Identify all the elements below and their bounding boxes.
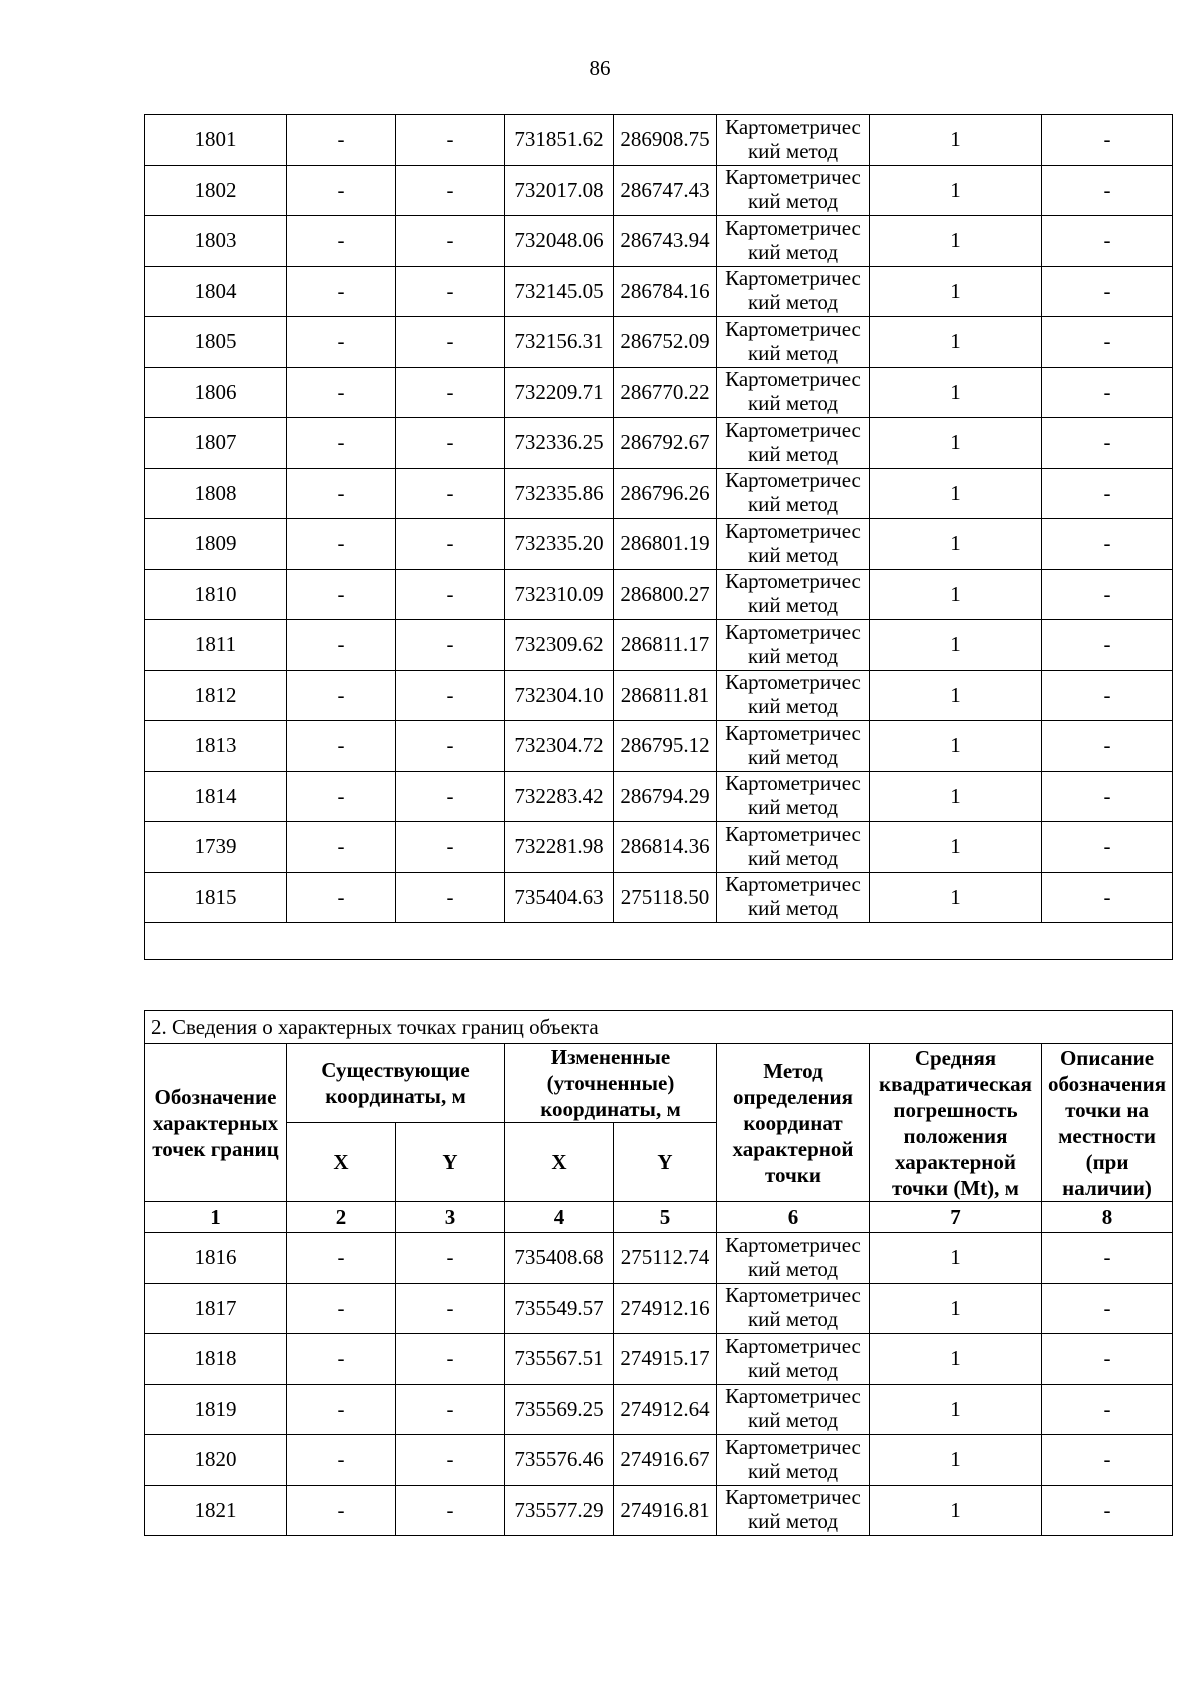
table-row <box>145 1233 1173 1284</box>
table-row <box>145 418 1173 469</box>
cell-point-id: 1809 <box>145 519 287 570</box>
cell-existing-y: - <box>396 1384 505 1435</box>
cell-point-id: 1802 <box>145 165 287 216</box>
cell-method <box>717 468 870 519</box>
cell-existing-x: - <box>287 519 396 570</box>
method-line-2: кий метод <box>747 239 839 264</box>
cell-description: - <box>1042 367 1173 418</box>
method-line-1: Картометричес <box>725 367 861 392</box>
cell-existing-y: - <box>396 1283 505 1334</box>
cell-existing-y: - <box>396 721 505 772</box>
method-line-2: кий метод <box>747 492 839 517</box>
column-number: 8 <box>1042 1202 1173 1233</box>
points-table-continued <box>144 114 1173 960</box>
cell-point-id: 1805 <box>145 317 287 368</box>
header-existing-y: Y <box>396 1123 505 1202</box>
cell-existing-x: - <box>287 367 396 418</box>
cell-description: - <box>1042 771 1173 822</box>
cell-point-id: 1739 <box>145 822 287 873</box>
cell-description: - <box>1042 721 1173 772</box>
method-line-2: кий метод <box>747 1509 839 1534</box>
cell-changed-y: 286770.22 <box>614 367 717 418</box>
cell-method <box>717 1233 870 1284</box>
table-row <box>145 367 1173 418</box>
cell-method <box>717 771 870 822</box>
method-line-2: кий метод <box>747 1256 839 1281</box>
cell-description: - <box>1042 266 1173 317</box>
cell-changed-y: 286792.67 <box>614 418 717 469</box>
table-row <box>145 165 1173 216</box>
cell-changed-y: 286795.12 <box>614 721 717 772</box>
cell-point-id: 1804 <box>145 266 287 317</box>
cell-changed-y: 286811.17 <box>614 620 717 671</box>
cell-accuracy: 1 <box>870 468 1042 519</box>
cell-changed-y: 286796.26 <box>614 468 717 519</box>
cell-point-id: 1808 <box>145 468 287 519</box>
table-row <box>145 266 1173 317</box>
cell-changed-y: 274912.16 <box>614 1283 717 1334</box>
cell-changed-y: 286800.27 <box>614 569 717 620</box>
cell-changed-x: 735408.68 <box>505 1233 614 1284</box>
column-number: 5 <box>614 1202 717 1233</box>
cell-description: - <box>1042 670 1173 721</box>
cell-changed-x: 732335.86 <box>505 468 614 519</box>
cell-point-id: 1806 <box>145 367 287 418</box>
method-line-1: Картометричес <box>725 316 861 341</box>
cell-method <box>717 569 870 620</box>
cell-existing-y: - <box>396 418 505 469</box>
method-line-2: кий метод <box>747 845 839 870</box>
cell-point-id: 1815 <box>145 872 287 923</box>
cell-accuracy: 1 <box>870 115 1042 166</box>
cell-existing-y: - <box>396 468 505 519</box>
cell-point-id: 1816 <box>145 1233 287 1284</box>
cell-existing-x: - <box>287 620 396 671</box>
table-row <box>145 115 1173 166</box>
cell-changed-y: 286784.16 <box>614 266 717 317</box>
method-line-1: Картометричес <box>725 872 861 897</box>
cell-method <box>717 418 870 469</box>
cell-changed-x: 732336.25 <box>505 418 614 469</box>
method-line-2: кий метод <box>747 593 839 618</box>
cell-existing-x: - <box>287 1283 396 1334</box>
cell-changed-y: 286747.43 <box>614 165 717 216</box>
cell-point-id: 1821 <box>145 1485 287 1536</box>
cell-method <box>717 519 870 570</box>
cell-existing-x: - <box>287 670 396 721</box>
method-line-1: Картометричес <box>725 1232 861 1257</box>
method-line-1: Картометричес <box>725 266 861 291</box>
method-line-2: кий метод <box>747 1458 839 1483</box>
cell-point-id: 1817 <box>145 1283 287 1334</box>
method-line-2: кий метод <box>747 795 839 820</box>
table-row <box>145 1334 1173 1385</box>
cell-description: - <box>1042 1384 1173 1435</box>
header-changed-y: Y <box>614 1123 717 1202</box>
table-row <box>145 771 1173 822</box>
table-row <box>145 1485 1173 1536</box>
method-line-1: Картометричес <box>725 114 861 139</box>
cell-existing-y: - <box>396 216 505 267</box>
header-designation: Обозначение характерных точек границ <box>145 1044 287 1202</box>
cell-point-id: 1812 <box>145 670 287 721</box>
cell-point-id: 1813 <box>145 721 287 772</box>
cell-method <box>717 721 870 772</box>
method-line-1: Картометричес <box>725 771 861 796</box>
cell-existing-x: - <box>287 468 396 519</box>
cell-existing-y: - <box>396 317 505 368</box>
cell-changed-y: 274916.81 <box>614 1485 717 1536</box>
cell-changed-x: 732156.31 <box>505 317 614 368</box>
cell-accuracy: 1 <box>870 620 1042 671</box>
cell-existing-x: - <box>287 1384 396 1435</box>
method-line-2: кий метод <box>747 441 839 466</box>
header-changed-x: X <box>505 1123 614 1202</box>
cell-changed-x: 732335.20 <box>505 519 614 570</box>
cell-changed-y: 274916.67 <box>614 1435 717 1486</box>
cell-accuracy: 1 <box>870 266 1042 317</box>
table-row <box>145 721 1173 772</box>
cell-point-id: 1810 <box>145 569 287 620</box>
table-row <box>145 1384 1173 1435</box>
method-line-2: кий метод <box>747 1307 839 1332</box>
cell-point-id: 1814 <box>145 771 287 822</box>
cell-method <box>717 1485 870 1536</box>
cell-accuracy: 1 <box>870 165 1042 216</box>
cell-method <box>717 115 870 166</box>
method-line-1: Картометричес <box>725 215 861 240</box>
cell-description: - <box>1042 1233 1173 1284</box>
cell-description: - <box>1042 165 1173 216</box>
cell-existing-y: - <box>396 872 505 923</box>
table-row <box>145 468 1173 519</box>
cell-description: - <box>1042 317 1173 368</box>
column-number: 7 <box>870 1202 1042 1233</box>
column-number: 1 <box>145 1202 287 1233</box>
cell-point-id: 1801 <box>145 115 287 166</box>
cell-changed-x: 732310.09 <box>505 569 614 620</box>
header-existing-coords: Существующие координаты, м <box>287 1044 505 1123</box>
cell-point-id: 1818 <box>145 1334 287 1385</box>
table-row <box>145 1435 1173 1486</box>
method-line-1: Картометричес <box>725 165 861 190</box>
table-row <box>145 519 1173 570</box>
cell-changed-x: 732304.10 <box>505 670 614 721</box>
method-line-2: кий метод <box>747 340 839 365</box>
cell-accuracy: 1 <box>870 721 1042 772</box>
method-line-2: кий метод <box>747 1408 839 1433</box>
cell-existing-x: - <box>287 165 396 216</box>
cell-method <box>717 367 870 418</box>
cell-changed-x: 731851.62 <box>505 115 614 166</box>
method-line-1: Картометричес <box>725 1333 861 1358</box>
cell-method <box>717 1283 870 1334</box>
cell-changed-x: 732304.72 <box>505 721 614 772</box>
header-changed-coords: Измененные (уточненные) координаты, м <box>505 1044 717 1123</box>
cell-existing-y: - <box>396 367 505 418</box>
table-row <box>145 670 1173 721</box>
cell-existing-y: - <box>396 519 505 570</box>
cell-description: - <box>1042 115 1173 166</box>
cell-accuracy: 1 <box>870 1334 1042 1385</box>
method-line-2: кий метод <box>747 138 839 163</box>
method-line-2: кий метод <box>747 1357 839 1382</box>
cell-existing-y: - <box>396 670 505 721</box>
cell-description: - <box>1042 620 1173 671</box>
method-line-1: Картометричес <box>725 619 861 644</box>
cell-accuracy: 1 <box>870 367 1042 418</box>
cell-existing-y: - <box>396 165 505 216</box>
method-line-2: кий метод <box>747 542 839 567</box>
cell-method <box>717 670 870 721</box>
cell-changed-x: 732283.42 <box>505 771 614 822</box>
cell-changed-y: 274915.17 <box>614 1334 717 1385</box>
cell-accuracy: 1 <box>870 519 1042 570</box>
cell-changed-y: 286908.75 <box>614 115 717 166</box>
cell-accuracy: 1 <box>870 418 1042 469</box>
method-line-1: Картометричес <box>725 1485 861 1510</box>
cell-changed-x: 735567.51 <box>505 1334 614 1385</box>
cell-existing-x: - <box>287 1233 396 1284</box>
cell-description: - <box>1042 822 1173 873</box>
cell-changed-x: 732209.71 <box>505 367 614 418</box>
header-existing-x: X <box>287 1123 396 1202</box>
method-line-1: Картометричес <box>725 670 861 695</box>
cell-accuracy: 1 <box>870 317 1042 368</box>
cell-existing-x: - <box>287 317 396 368</box>
cell-point-id: 1819 <box>145 1384 287 1435</box>
cell-accuracy: 1 <box>870 216 1042 267</box>
cell-changed-x: 735577.29 <box>505 1485 614 1536</box>
method-line-1: Картометричес <box>725 518 861 543</box>
cell-changed-x: 735569.25 <box>505 1384 614 1435</box>
method-line-1: Картометричес <box>725 720 861 745</box>
cell-method <box>717 165 870 216</box>
table-row <box>145 216 1173 267</box>
cell-existing-x: - <box>287 1334 396 1385</box>
cell-changed-x: 735576.46 <box>505 1435 614 1486</box>
method-line-1: Картометричес <box>725 821 861 846</box>
cell-method <box>717 216 870 267</box>
header-method: Метод определения координат характерной точки <box>717 1044 870 1202</box>
cell-existing-y: - <box>396 1485 505 1536</box>
method-line-1: Картометричес <box>725 1434 861 1459</box>
cell-existing-y: - <box>396 115 505 166</box>
cell-accuracy: 1 <box>870 1435 1042 1486</box>
method-line-2: кий метод <box>747 391 839 416</box>
cell-description: - <box>1042 1334 1173 1385</box>
cell-method <box>717 620 870 671</box>
cell-existing-y: - <box>396 822 505 873</box>
method-line-1: Картометричес <box>725 468 861 493</box>
cell-existing-y: - <box>396 771 505 822</box>
boundary-points-table <box>144 1010 1173 1536</box>
cell-method <box>717 1334 870 1385</box>
cell-description: - <box>1042 1435 1173 1486</box>
cell-point-id: 1820 <box>145 1435 287 1486</box>
cell-existing-x: - <box>287 771 396 822</box>
cell-existing-x: - <box>287 569 396 620</box>
cell-method <box>717 317 870 368</box>
cell-existing-x: - <box>287 115 396 166</box>
header-accuracy: Средняя квадратическая погрешность положения характерной точки (Mt), м <box>870 1044 1042 1202</box>
method-line-2: кий метод <box>747 290 839 315</box>
cell-changed-x: 735404.63 <box>505 872 614 923</box>
cell-existing-y: - <box>396 1334 505 1385</box>
table-row <box>145 569 1173 620</box>
table-row <box>145 1283 1173 1334</box>
column-number: 6 <box>717 1202 870 1233</box>
cell-existing-x: - <box>287 872 396 923</box>
cell-method <box>717 872 870 923</box>
method-line-1: Картометричес <box>725 1384 861 1409</box>
column-number: 3 <box>396 1202 505 1233</box>
cell-method <box>717 822 870 873</box>
table-caption: 2. Сведения о характерных точках границ объекта <box>145 1011 1173 1044</box>
page-number: 86 <box>589 56 611 80</box>
cell-accuracy: 1 <box>870 822 1042 873</box>
cell-changed-x: 732017.08 <box>505 165 614 216</box>
cell-description: - <box>1042 468 1173 519</box>
table-row <box>145 872 1173 923</box>
method-line-2: кий метод <box>747 896 839 921</box>
cell-existing-y: - <box>396 266 505 317</box>
cell-accuracy: 1 <box>870 569 1042 620</box>
cell-changed-y: 286743.94 <box>614 216 717 267</box>
cell-changed-y: 275112.74 <box>614 1233 717 1284</box>
cell-existing-x: - <box>287 822 396 873</box>
cell-accuracy: 1 <box>870 670 1042 721</box>
cell-existing-x: - <box>287 216 396 267</box>
table-row <box>145 620 1173 671</box>
table-row <box>145 822 1173 873</box>
cell-existing-x: - <box>287 721 396 772</box>
cell-changed-x: 732281.98 <box>505 822 614 873</box>
empty-cell <box>145 923 1173 960</box>
cell-accuracy: 1 <box>870 1485 1042 1536</box>
cell-accuracy: 1 <box>870 771 1042 822</box>
cell-description: - <box>1042 418 1173 469</box>
cell-changed-y: 274912.64 <box>614 1384 717 1435</box>
method-line-1: Картометричес <box>725 417 861 442</box>
header-description: Описание обозначения точки на местности (при наличии) <box>1042 1044 1173 1202</box>
cell-existing-x: - <box>287 266 396 317</box>
cell-changed-y: 275118.50 <box>614 872 717 923</box>
cell-accuracy: 1 <box>870 1283 1042 1334</box>
cell-existing-y: - <box>396 1435 505 1486</box>
cell-description: - <box>1042 519 1173 570</box>
table-row <box>145 317 1173 368</box>
cell-accuracy: 1 <box>870 1233 1042 1284</box>
cell-existing-y: - <box>396 620 505 671</box>
empty-row <box>145 923 1173 960</box>
method-line-2: кий метод <box>747 694 839 719</box>
column-number: 2 <box>287 1202 396 1233</box>
method-line-2: кий метод <box>747 189 839 214</box>
cell-existing-y: - <box>396 1233 505 1284</box>
cell-description: - <box>1042 569 1173 620</box>
cell-method <box>717 266 870 317</box>
cell-changed-x: 735549.57 <box>505 1283 614 1334</box>
cell-description: - <box>1042 1485 1173 1536</box>
cell-existing-x: - <box>287 1435 396 1486</box>
cell-changed-x: 732309.62 <box>505 620 614 671</box>
cell-existing-x: - <box>287 1485 396 1536</box>
method-line-1: Картометричес <box>725 1283 861 1308</box>
cell-changed-y: 286794.29 <box>614 771 717 822</box>
cell-changed-y: 286752.09 <box>614 317 717 368</box>
cell-point-id: 1803 <box>145 216 287 267</box>
cell-changed-x: 732145.05 <box>505 266 614 317</box>
cell-changed-x: 732048.06 <box>505 216 614 267</box>
cell-changed-y: 286814.36 <box>614 822 717 873</box>
method-line-1: Картометричес <box>725 569 861 594</box>
cell-accuracy: 1 <box>870 1384 1042 1435</box>
cell-changed-y: 286811.81 <box>614 670 717 721</box>
cell-changed-y: 286801.19 <box>614 519 717 570</box>
cell-description: - <box>1042 872 1173 923</box>
cell-point-id: 1811 <box>145 620 287 671</box>
cell-point-id: 1807 <box>145 418 287 469</box>
cell-accuracy: 1 <box>870 872 1042 923</box>
cell-existing-y: - <box>396 569 505 620</box>
cell-method <box>717 1384 870 1435</box>
method-line-2: кий метод <box>747 744 839 769</box>
cell-description: - <box>1042 216 1173 267</box>
column-number-row <box>145 1202 1173 1233</box>
cell-existing-x: - <box>287 418 396 469</box>
cell-description: - <box>1042 1283 1173 1334</box>
cell-method <box>717 1435 870 1486</box>
column-number: 4 <box>505 1202 614 1233</box>
method-line-2: кий метод <box>747 643 839 668</box>
